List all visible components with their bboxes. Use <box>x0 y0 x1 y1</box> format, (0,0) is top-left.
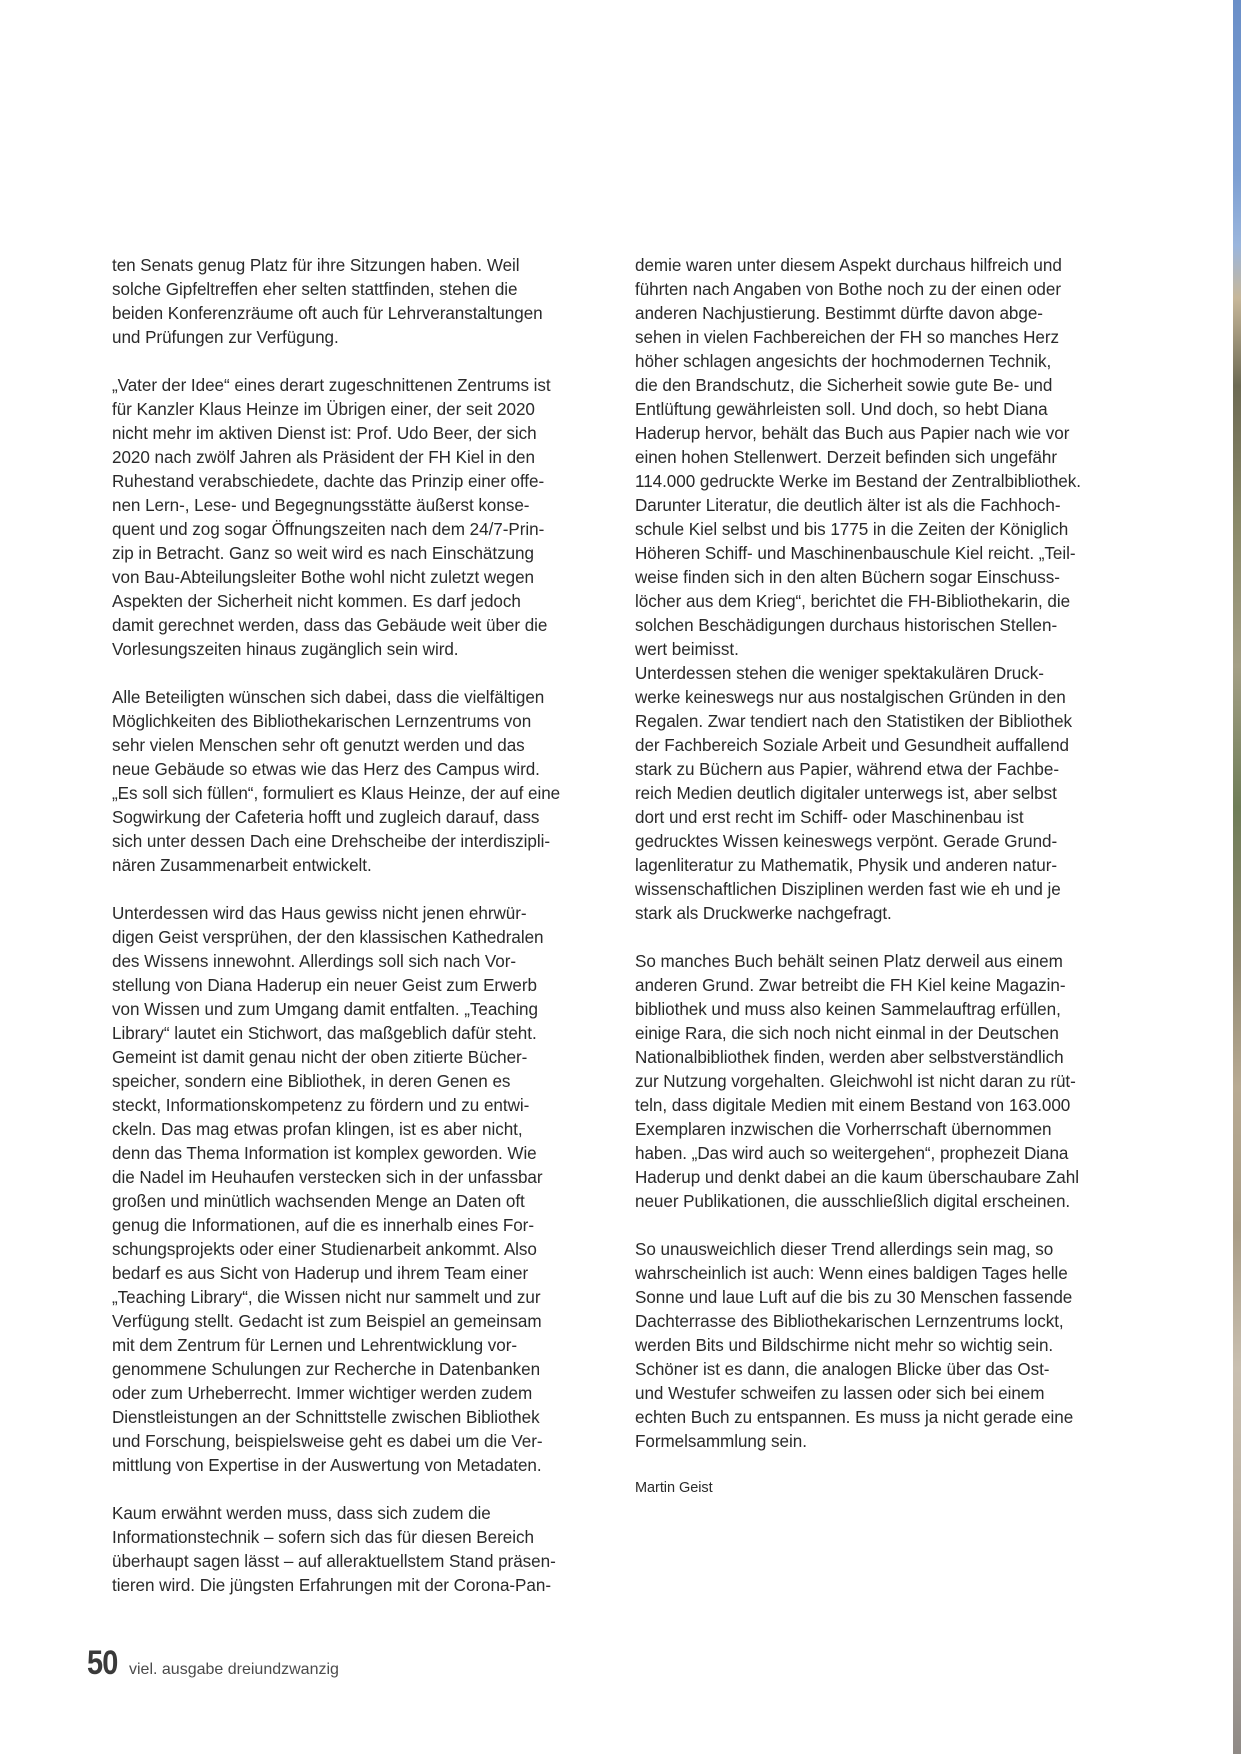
paragraph: Kaum erwähnt werden muss, dass sich zudem die Informationstechnik – sofern sich das für diesen Bereich überhaupt sagen lässt – auf alleraktuellstem Stand präsen- tieren wird. Die jüngsten Erfahrungen mit der Corona-Pan- <box>112 1504 556 1595</box>
paragraph: So manches Buch behält seinen Platz derweil aus einem anderen Grund. Zwar betreibt die FH Kiel keine Magazin- bibliothek und muss also keinen Sammelauftrag erfüllen, einige Rara, die sich noch nicht einmal in der Deutschen Nationalbibliothek finden, werden aber selbstverständlich zur Nutzung vorgehalten. Gleichwohl ist nicht daran zu rüt- teln, dass digitale Medien mit einem Bestand von 163.000 Exemplaren inzwischen die Vorherrschaft übernommen haben. „Das wird auch so weitergehen“, prophezeit Diana Haderup und denkt dabei an die kaum überschaubare Zahl neuer Publikationen, die ausschließlich digital erscheinen. <box>635 952 1079 1211</box>
paragraph: „Vater der Idee“ eines derart zugeschnittenen Zentrums ist für Kanzler Klaus Heinze im Übrigen einer, der seit 2020 nicht mehr im aktiven Dienst ist: Prof. Udo Beer, der sich 2020 nach zwölf Jahren als Präsident der FH Kiel in den Ruhestand verabschiedete, dachte das Prinzip einer offe- nen Lern-, Lese- und Begegnungsstätte äußerst konse- quent und zog sogar Öffnungszeiten nach dem 24/7-Prin- zip in Betracht. Ganz so weit wird es nach Einschätzung von Bau-Abteilungsleiter Bothe wohl nicht zuletzt wegen Aspekten der Sicherheit nicht kommen. Es darf jedoch damit gerechnet werden, dass das Gebäude weit über die Vorlesungszeiten hinaus zugänglich sein wird. <box>112 376 551 659</box>
article-column-left <box>112 254 608 1622</box>
paragraph: So unausweichlich dieser Trend allerdings sein mag, so wahrscheinlich ist auch: Wenn eines baldigen Tages helle Sonne und laue Luft auf die bis zu 30 Menschen fassende Dachterrasse des Bibliothekarischen Lernzentrums lockt, werden Bits und Bildschirme nicht mehr so wichtig sein. Schöner ist es dann, die analogen Blicke über das Ost- und Westufer schweifen zu lassen oder sich bei einem echten Buch zu entspannen. Es muss ja nicht gerade eine Formelsammlung sein. <box>635 1240 1074 1451</box>
publication-name: viel. ausgabe dreiundzwanzig <box>129 1661 339 1678</box>
paragraph: demie waren unter diesem Aspekt durchaus hilfreich und führten nach Angaben von Bothe noch zu der einen oder anderen Nachjustierung. Bestimmt dürfte davon abge- sehen in vielen Fachbereichen der FH so manches Herz höher schlagen angesichts der hochmodernen Technik, die den Brandschutz, die Sicherheit sowie gute Be- und Entlüftung gewährleisten soll. Und doch, so hebt Diana Haderup hervor, behält das Buch aus Papier nach wie vor einen hohen Stellenwert. Derzeit befinden sich ungefähr 114.000 gedruckte Werke im Bestand der Zentralbibliothek. Darunter Literatur, die deutlich älter ist als die Fachhoch- schule Kiel selbst und bis 1775 in die Zeiten der Königlich Höheren Schiff- und Maschinenbauschule Kiel reicht. „Teil- weise finden sich in den alten Büchern sogar Einschuss- löcher aus dem Krieg“, berichtet die FH-Bibliothekarin, die solchen Beschädigungen durchaus historischen Stellen- wert beimisst. <box>635 256 1081 659</box>
article-author: Martin Geist <box>635 1480 713 1496</box>
paragraph: Unterdessen wird das Haus gewiss nicht jenen ehrwür- digen Geist versprühen, der den klassischen Kathedralen des Wissens innewohnt. Allerdings soll sich nach Vor- stellung von Diana Haderup ein neuer Geist zum Erwerb von Wissen und zum Umgang damit entfalten. „Teaching Library“ lautet ein Stichwort, das maßgeblich dafür steht. Gemeint ist damit genau nicht der oben zitierte Bücher- speicher, sondern eine Bibliothek, in deren Genen es steckt, Informationskompetenz zu fördern und zu entwi- ckeln. Das mag etwas profan klingen, ist es aber nicht, denn das Thema Information ist komplex geworden. Wie die Nadel im Heuhaufen verstecken sich in der unfassbar großen und minütlich wachsenden Menge an Daten oft genug die Informationen, auf die es innerhalb eines For- schungsprojekts oder einer Studienarbeit ankommt. Also bedarf es aus Sicht von Haderup und ihrem Team einer „Teaching Library“, die Wissen nicht nur sammelt und zur Verfügung stellt. Gedacht ist zum Beispiel an gemeinsam mit dem Zentrum für Lernen und Lehrentwicklung vor- genommene Schulungen zur Recherche in Datenbanken oder zum Urheberrecht. Immer wichtiger werden zudem Dienstleistungen an der Schnittstelle zwischen Bibliothek und Forschung, beispielsweise geht es dabei um die Ver- mittlung von Expertise in der Auswertung von Metadaten. <box>112 904 544 1475</box>
paragraph: Alle Beteiligten wünschen sich dabei, dass die vielfältigen Möglichkeiten des Bibliothekarischen Lernzentrums von sehr vielen Menschen sehr oft genutzt werden und das neue Gebäude so etwas wie das Herz des Campus wird. „Es soll sich füllen“, formuliert es Klaus Heinze, der auf eine Sogwirkung der Cafeteria hofft und zugleich darauf, dass sich unter dessen Dach eine Drehscheibe der interdiszipli- nären Zusammenarbeit entwickelt. <box>112 688 561 875</box>
paragraph: ten Senats genug Platz für ihre Sitzungen haben. Weil solche Gipfeltreffen eher selten stattfinden, stehen die beiden Konferenzräume oft auch für Lehrveranstaltungen und Prüfungen zur Verfügung. <box>112 256 543 347</box>
page-number: 50 <box>87 1644 118 1682</box>
photo-edge-strip <box>1233 0 1241 1754</box>
page-footer <box>87 1644 339 1683</box>
paragraph: Unterdessen stehen die weniger spektakulären Druck- werke keineswegs nur aus nostalgischen Gründen in den Regalen. Zwar tendiert nach den Statistiken der Bibliothek der Fachbereich Soziale Arbeit und Gesundheit auffallend stark zu Büchern aus Papier, während etwa der Fachbe- reich Medien deutlich digitaler unterwegs ist, aber selbst dort und erst recht im Schiff- oder Maschinenbau ist gedrucktes Wissen keineswegs verpönt. Gerade Grund- lagenliteratur zu Mathematik, Physik und anderen natur- wissenschaftlichen Disziplinen werden fast wie eh und je stark als Druckwerke nachgefragt. <box>635 664 1073 923</box>
article-column-right <box>635 254 1129 1498</box>
